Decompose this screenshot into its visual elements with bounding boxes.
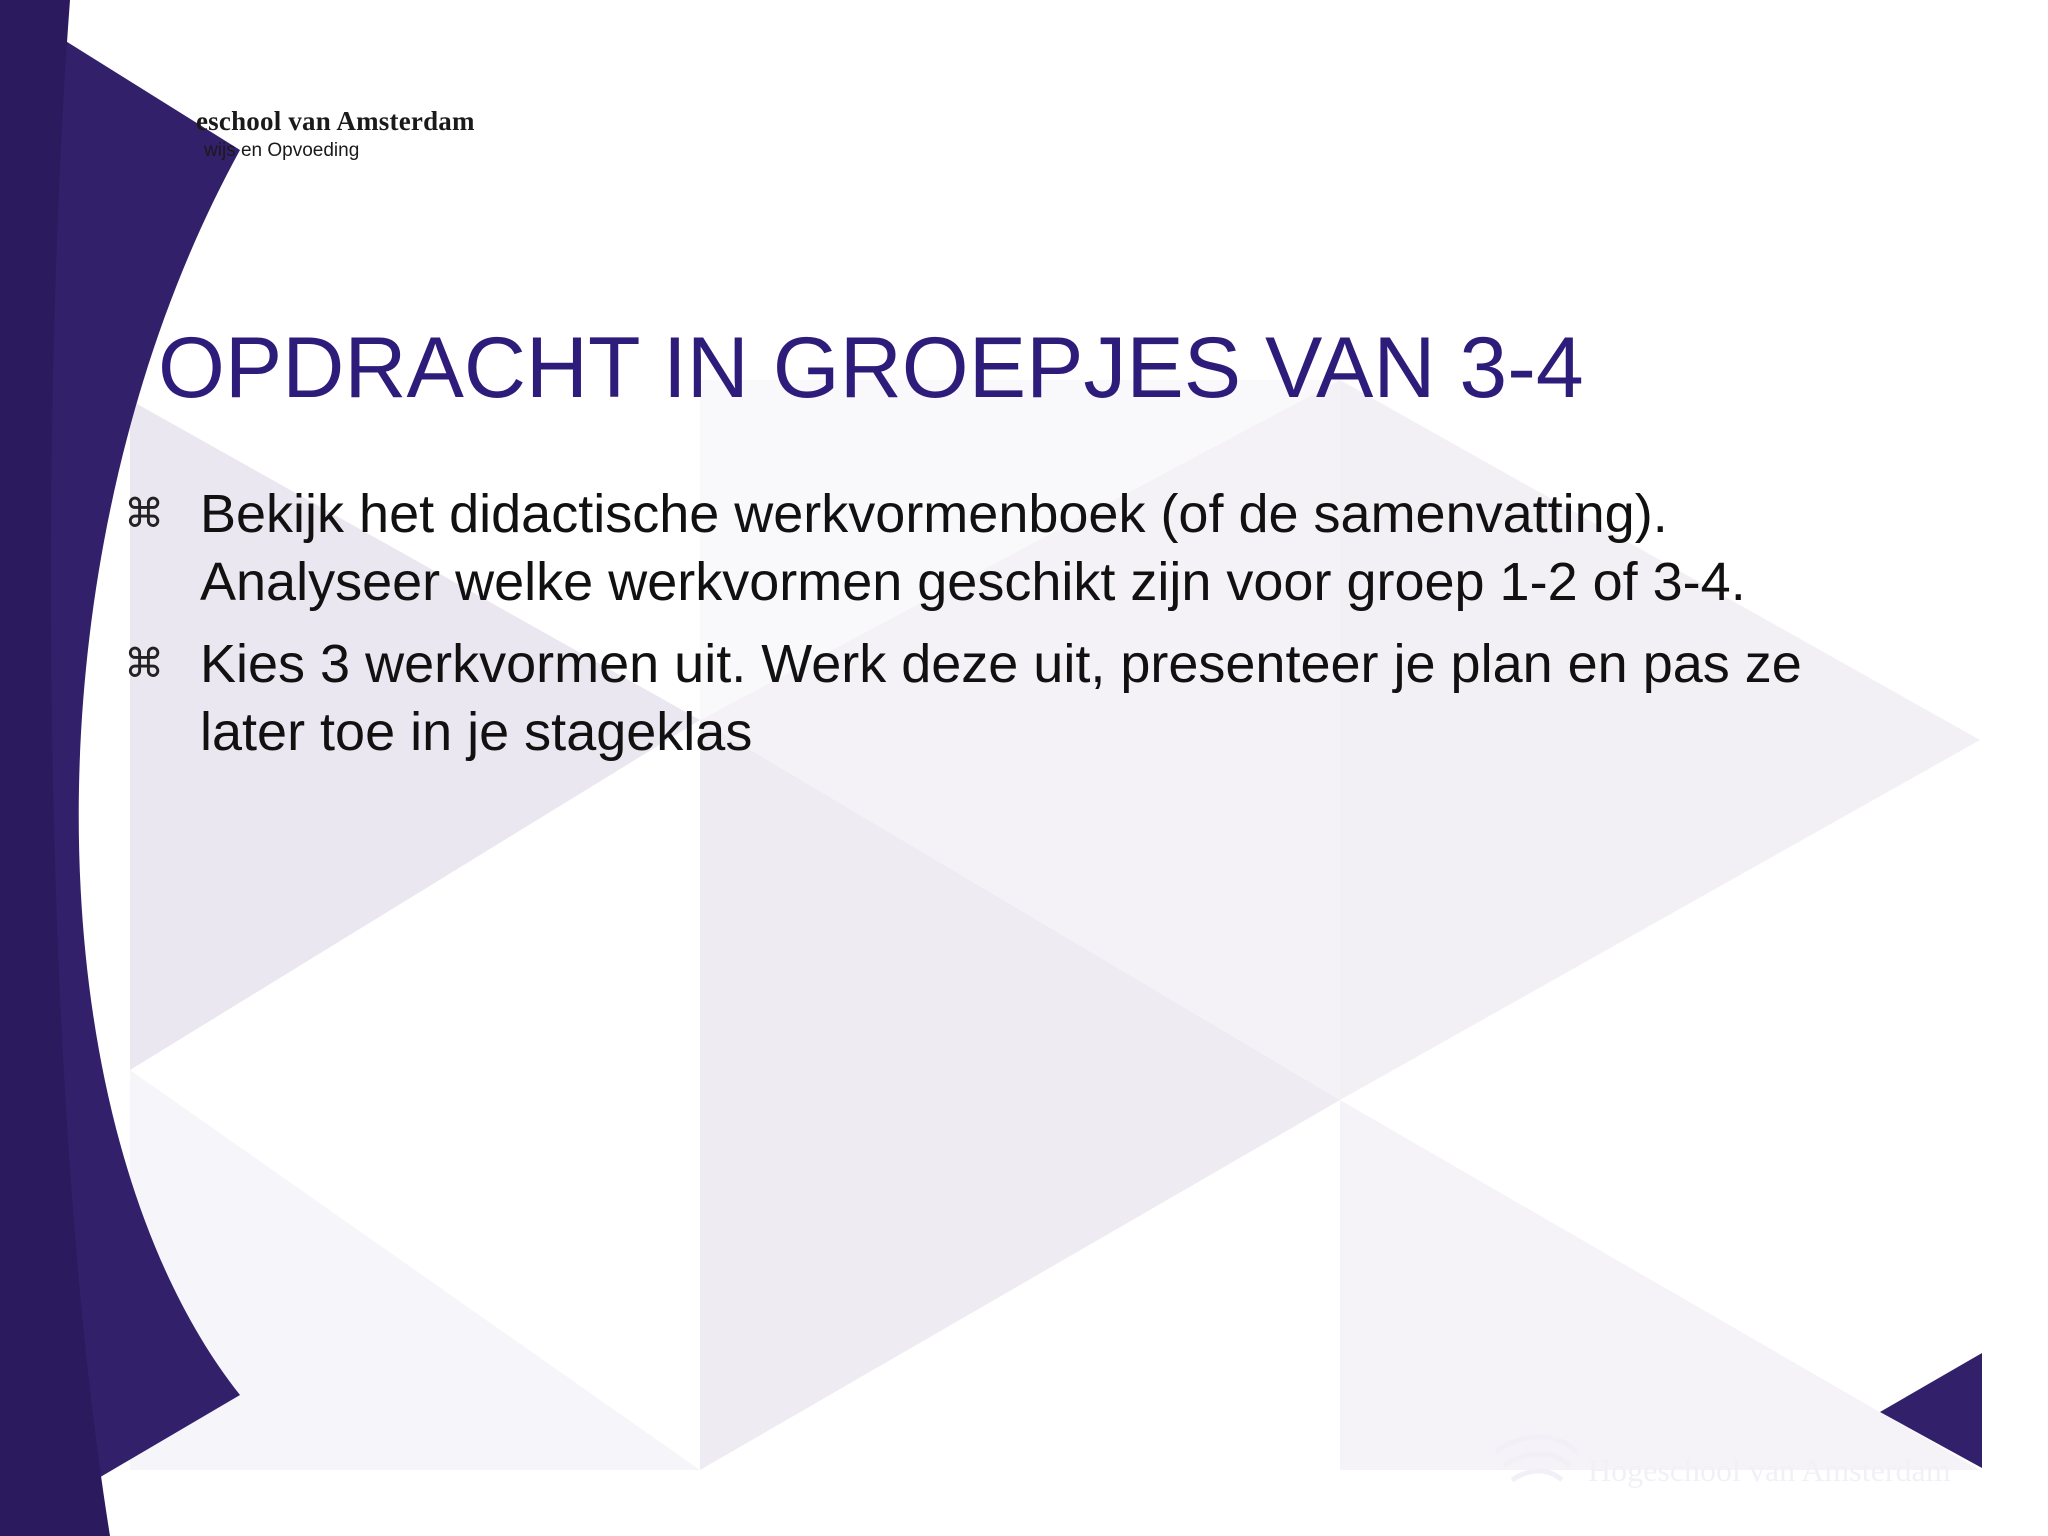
slide-title: OPDRACHT IN GROEPJES VAN 3-4	[158, 320, 1584, 416]
bullet-text-line: later toe in je stageklas	[200, 702, 753, 762]
bullet-text-line: Analyseer welke werkvormen geschikt zijn voor groep 1-2 of 3-4.	[200, 552, 1746, 612]
bullet-text-line: Kies 3 werkvormen uit. Werk deze uit, presenteer je plan en pas ze	[200, 634, 1802, 694]
footer-emblem-icon	[1496, 1437, 1576, 1480]
bullet-text	[200, 480, 1746, 616]
bullet-text-line: Bekijk het didactische werkvormenboek (of de samenvatting).	[200, 484, 1668, 544]
command-key-icon: ⌘	[124, 491, 164, 537]
bullet-item	[120, 630, 1940, 766]
logo-institution-name: eschool van Amsterdam	[196, 106, 475, 136]
bullet-list	[120, 480, 1940, 780]
institution-logo	[196, 104, 475, 164]
bg-facet-right-lower	[1340, 1100, 1980, 1470]
command-key-icon: ⌘	[124, 641, 164, 687]
bg-facet-lower-left	[130, 1070, 700, 1470]
bullet-item	[120, 480, 1940, 616]
logo-faculty-name: wijs en Opvoeding	[204, 140, 360, 161]
footer-watermark: Hogeschool van Amsterdam	[1588, 1452, 1951, 1488]
bullet-text	[200, 630, 1802, 766]
